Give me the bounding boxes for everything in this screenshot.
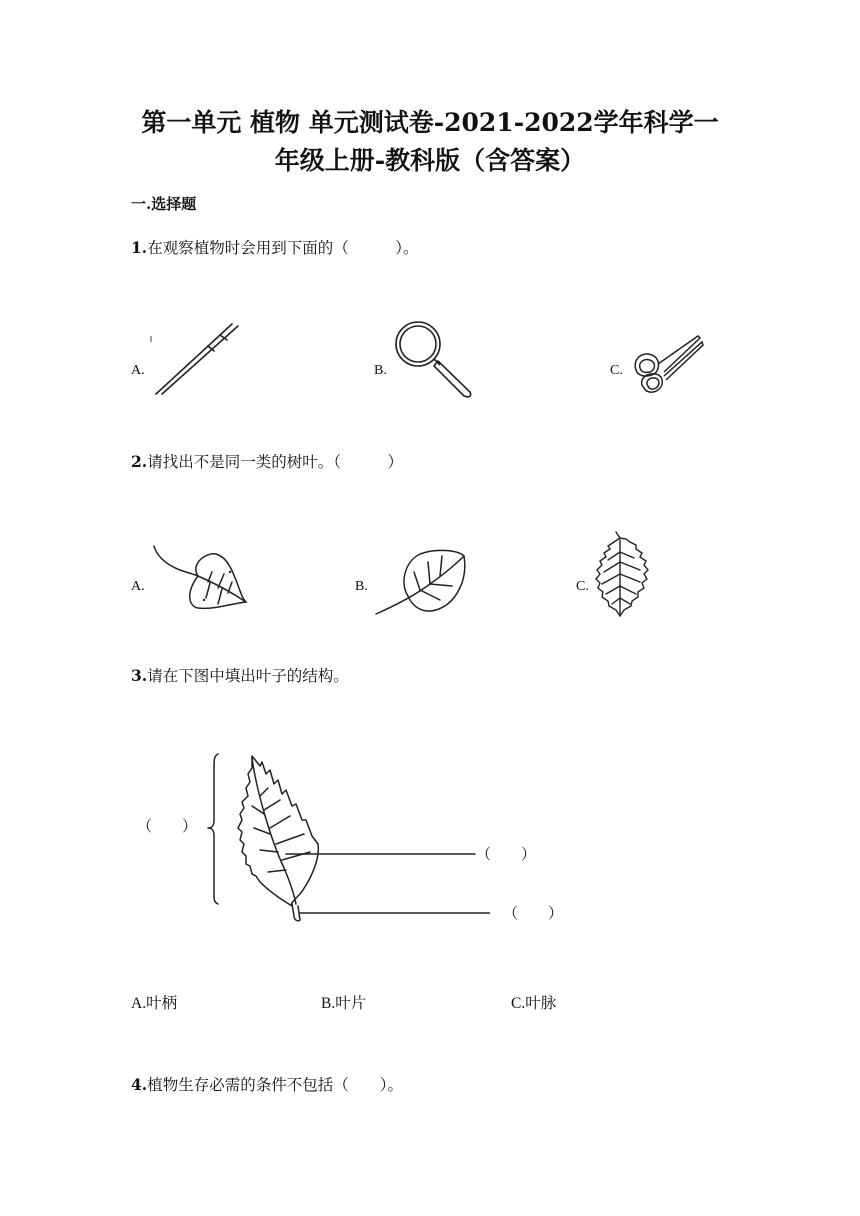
page-title bbox=[60, 104, 800, 180]
poplar-leaf-icon[interactable] bbox=[150, 542, 250, 614]
leaf-structure-diagram bbox=[200, 748, 490, 928]
q3-option-c[interactable] bbox=[511, 991, 556, 1013]
title-line-1: 第一单元 植物 单元测试卷-2021-2022学年科学一 bbox=[141, 108, 719, 137]
question-1 bbox=[131, 236, 418, 258]
q1-option-a-label[interactable]: A. bbox=[131, 363, 145, 378]
question-2 bbox=[131, 450, 403, 472]
question-1-text: 在观察植物时会用到下面的（ ）。 bbox=[147, 239, 419, 257]
q3-option-a[interactable] bbox=[131, 991, 177, 1013]
question-3 bbox=[131, 664, 349, 686]
chopsticks-icon[interactable] bbox=[148, 318, 244, 398]
question-4 bbox=[131, 1073, 403, 1095]
q2-option-b-label[interactable]: B. bbox=[355, 579, 368, 594]
q3-option-b-text: 叶片 bbox=[335, 995, 367, 1012]
question-2-number: 2. bbox=[131, 452, 148, 471]
question-4-text: 植物生存必需的条件不包括（ ）。 bbox=[147, 1076, 403, 1094]
q3-option-b-letter: B. bbox=[321, 995, 336, 1012]
question-3-text: 请在下图中填出叶子的结构。 bbox=[147, 667, 349, 685]
question-4-number: 4. bbox=[131, 1075, 148, 1094]
section-heading: 一.选择题 bbox=[131, 195, 197, 213]
q3-option-a-letter: A. bbox=[131, 995, 147, 1012]
leaf-blank-right-lower[interactable]: （ ） bbox=[503, 906, 564, 922]
q2-option-c-label[interactable]: C. bbox=[576, 579, 589, 594]
question-1-number: 1. bbox=[131, 238, 148, 257]
leaf-blank-left[interactable]: （ ） bbox=[137, 819, 198, 835]
title-line-2: 年级上册-教科版（含答案） bbox=[274, 146, 586, 175]
q3-option-c-text: 叶脉 bbox=[525, 995, 557, 1012]
q3-option-a-text: 叶柄 bbox=[146, 995, 178, 1012]
q1-option-b-label[interactable]: B. bbox=[374, 363, 387, 378]
scissors-icon[interactable] bbox=[630, 332, 706, 398]
q1-option-c-label[interactable]: C. bbox=[610, 363, 623, 378]
q3-option-c-letter: C. bbox=[511, 995, 526, 1012]
question-2-text: 请找出不是同一类的树叶。（ ） bbox=[147, 453, 403, 471]
q2-option-a-label[interactable]: A. bbox=[131, 579, 145, 594]
question-3-number: 3. bbox=[131, 666, 148, 685]
serrated-leaf-icon[interactable] bbox=[594, 530, 654, 618]
q3-option-b[interactable] bbox=[321, 991, 366, 1013]
magnifying-glass-icon[interactable] bbox=[392, 318, 478, 400]
leaf-blank-right-upper[interactable]: （ ） bbox=[476, 847, 537, 863]
round-leaf-icon[interactable] bbox=[374, 544, 470, 618]
